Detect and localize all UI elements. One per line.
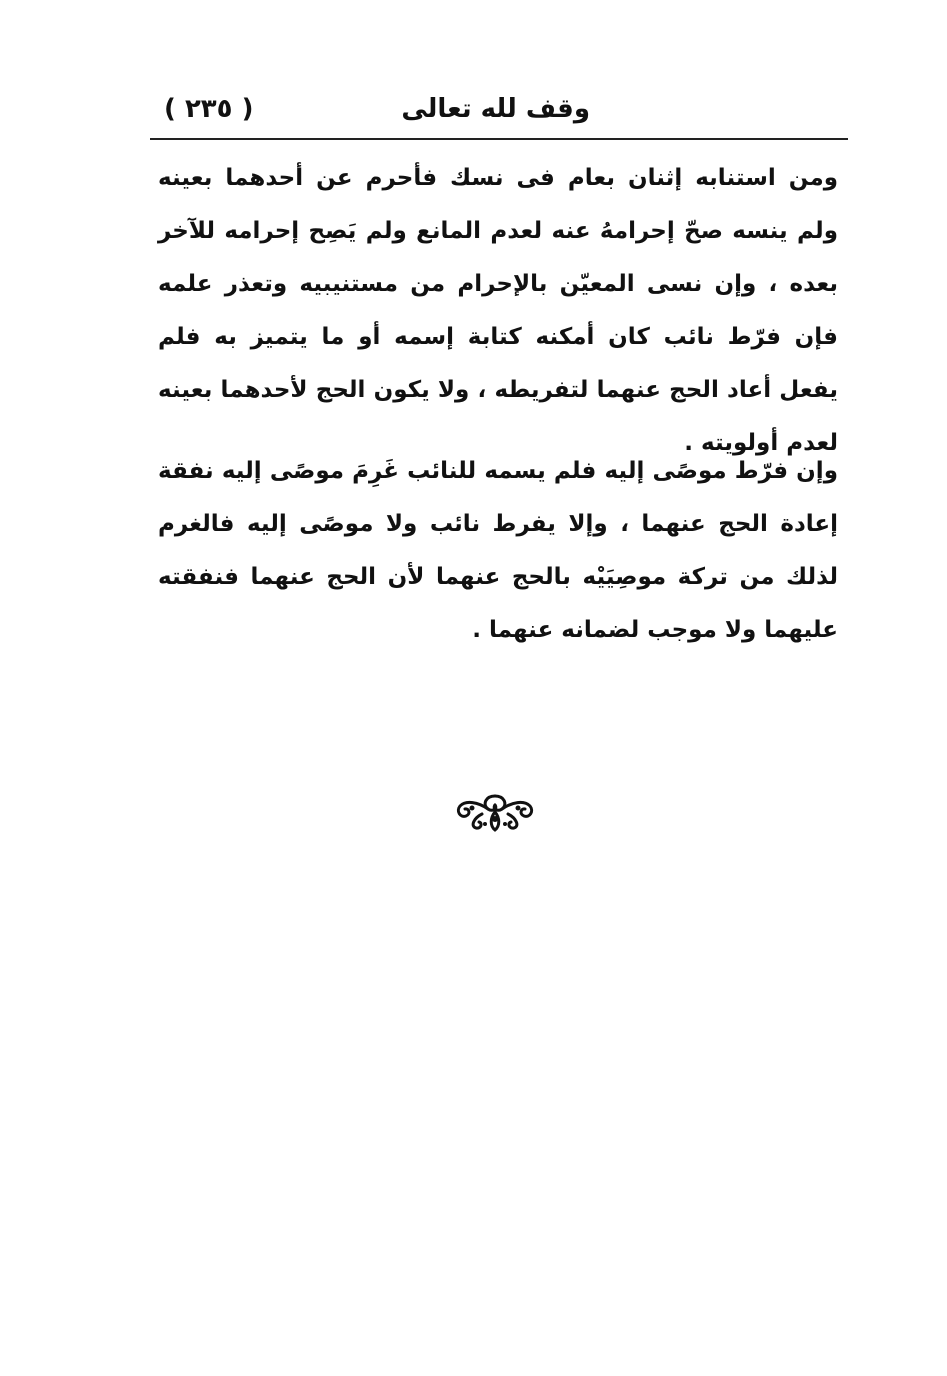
running-title: وقف لله تعالى bbox=[401, 94, 590, 124]
paragraph-text: ومن استنابه إثنان بعام فى نسك فأحرم عن أحدهما بعينه ولم ينسه صحّ إحرامهُ عنه لعدم المانع ولم يَصِح إحرامه للآخر بعده ، وإن نسى المعيّن بالإحرام من مستنيبيه وتعذر علمه فإن فرّط نائب كان أمكنه كتابة إسمه أو ما يتميز به فلم يفعل أعاد الحج عنهما لتفريطه ، ولا يكون الحج لأحدهما بعينه لعدم أولويته . bbox=[158, 165, 838, 456]
body-paragraph-2 bbox=[158, 445, 838, 657]
page-header bbox=[150, 90, 850, 132]
page-number: ( ٢٣٥ ) bbox=[164, 94, 254, 124]
body-paragraph-1 bbox=[158, 152, 838, 470]
ornament-icon bbox=[452, 788, 538, 834]
header-rule bbox=[150, 138, 848, 140]
paragraph-text: وإن فرّط موصًى إليه فلم يسمه للنائب غَرِمَ موصًى إليه نفقة إعادة الحج عنهما ، وإلا يفرط نائب ولا موصًى إليه فالغرم لذلك من تركة موصِيَيْه بالحج عنهما لأن الحج عنهما فنفقته عليهما ولا موجب لضمانه عنهما . bbox=[158, 458, 838, 643]
